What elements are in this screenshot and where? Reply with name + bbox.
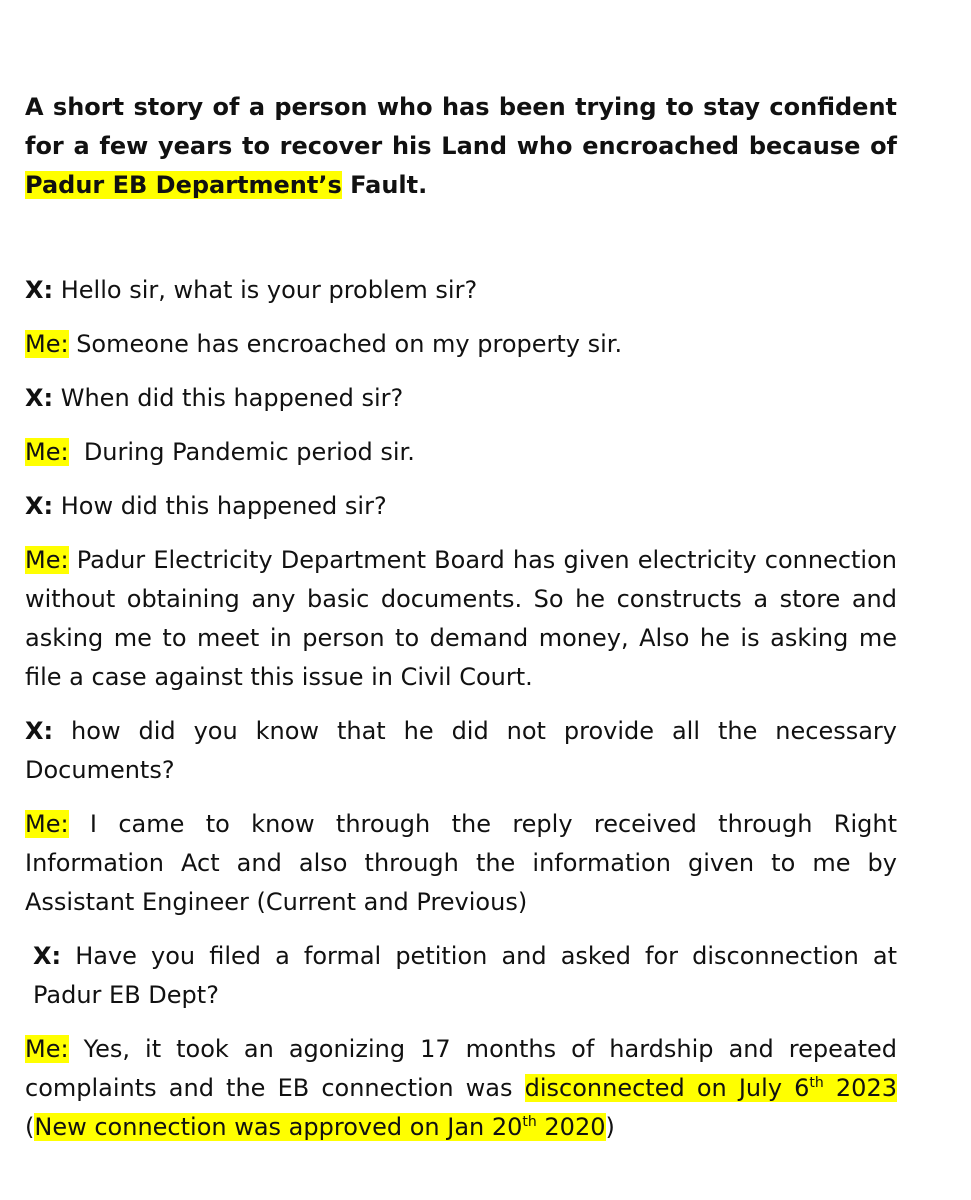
- speaker-label: Me:: [25, 810, 69, 838]
- speaker-label: Me:: [25, 330, 69, 358]
- dialogue-line: [25, 271, 897, 310]
- dialogue-text: Hello sir, what is your problem sir?: [53, 276, 478, 304]
- paren-close: ): [605, 1113, 615, 1141]
- disconnection-date-highlight: [525, 1074, 897, 1102]
- dialogue-line: [25, 712, 897, 790]
- title-text-end: Fault.: [341, 171, 428, 199]
- dialogue-text: Yes, it took an agonizing 17 months of hardship and repeated complaints and the EB connection was: [25, 1035, 897, 1102]
- title-highlight: Padur EB Department’s: [25, 171, 342, 199]
- speaker-label: X:: [25, 717, 54, 745]
- dialogue-text: Have you filed a formal petition and asked for disconnection at Padur EB Dept?: [33, 942, 897, 1009]
- dialogue-line: [25, 325, 897, 364]
- dialogue-line: [25, 805, 897, 922]
- dialogue-line: [25, 487, 897, 526]
- dialogue-line: [25, 433, 897, 472]
- ordinal-suffix: th: [522, 1114, 537, 1130]
- dialogue-line: [25, 379, 897, 418]
- document-title: [25, 88, 897, 205]
- speaker-label: Me:: [25, 546, 69, 574]
- approval-year: 2020: [536, 1113, 606, 1141]
- speaker-label: Me:: [25, 1035, 69, 1063]
- ordinal-suffix: th: [809, 1075, 824, 1091]
- title-text: A short story of a person who has been trying to stay confident for a few years to recover his Land who encroached because of: [25, 93, 897, 160]
- approval-date-highlight: [34, 1113, 605, 1141]
- approval-text: New connection was approved on Jan 20: [34, 1113, 523, 1141]
- speaker-label: X:: [25, 492, 54, 520]
- dialogue-text: I came to know through the reply received through Right Information Act and also through the information given to me by Assistant Engineer (Current and Previous): [25, 810, 897, 916]
- dialogue-text: When did this happened sir?: [53, 384, 404, 412]
- document-page: [25, 88, 897, 1162]
- speaker-label: Me:: [25, 438, 69, 466]
- dialogue-text: How did this happened sir?: [53, 492, 387, 520]
- dialogue-line-last: [25, 1030, 897, 1147]
- speaker-label: X:: [33, 942, 62, 970]
- dialogue-text: Padur Electricity Department Board has given electricity connection without obtaining any basic documents. So he constructs a store and asking me to meet in person to demand money, Also he is asking me file a case against this issue in Civil Court.: [25, 546, 897, 691]
- dialogue-line: [25, 937, 897, 1015]
- speaker-label: X:: [25, 384, 54, 412]
- disconnection-text: disconnected on July 6: [524, 1074, 810, 1102]
- paren-open: (: [25, 1113, 35, 1141]
- dialogue-line: [25, 541, 897, 697]
- dialogue-text: Someone has encroached on my property sir.: [68, 330, 623, 358]
- dialogue-text: During Pandemic period sir.: [68, 438, 415, 466]
- dialogue-text: how did you know that he did not provide all the necessary Documents?: [25, 717, 897, 784]
- dialogue: [25, 271, 897, 1147]
- speaker-label: X:: [25, 276, 54, 304]
- disconnection-year: 2023: [823, 1074, 897, 1102]
